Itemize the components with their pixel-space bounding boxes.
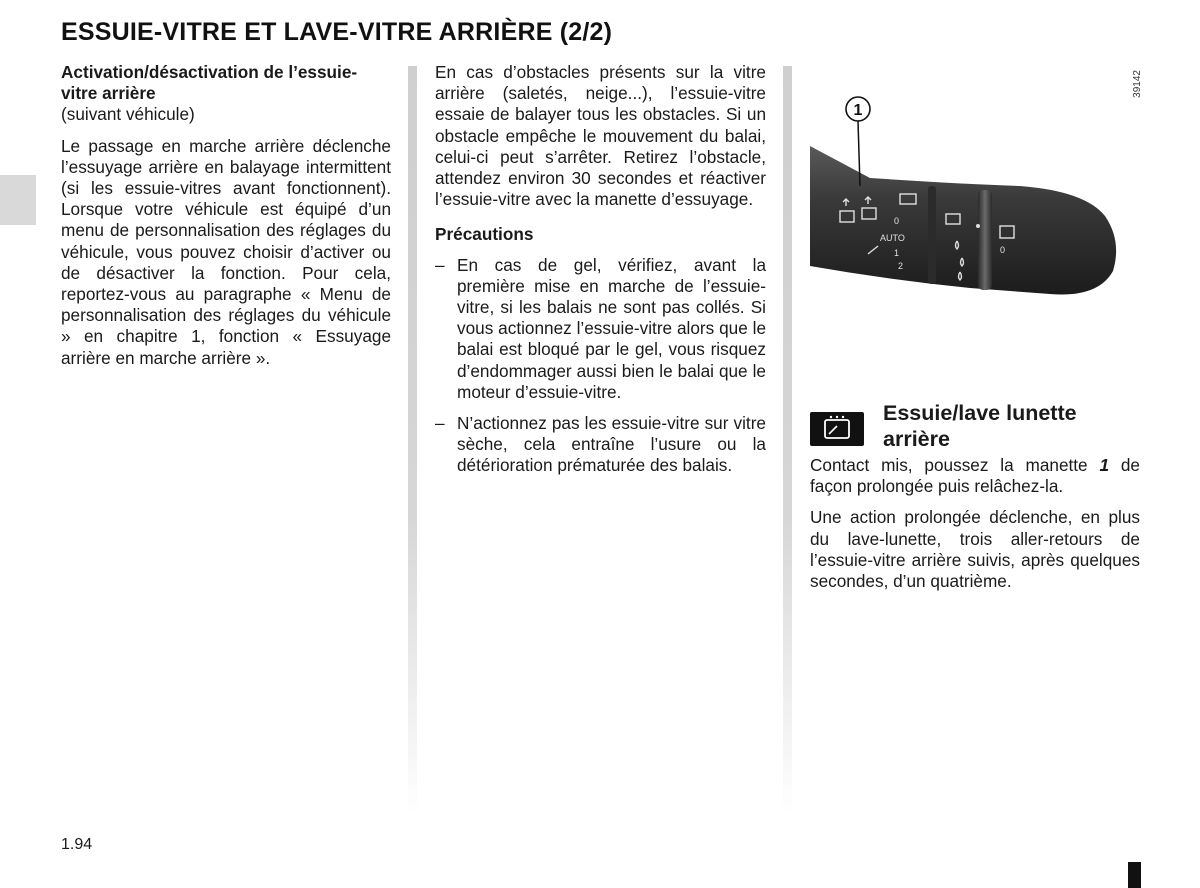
section-text: Contact mis, poussez la manette [810,455,1100,475]
column-3 [810,455,1140,602]
section-header [810,400,1140,455]
rear-washer-icon [810,412,864,446]
precaution-text: N’actionnez pas les essuie-vitre sur vitre sèche, cela entraîne l’usure ou la détérioration prématurée des balais. [457,413,766,476]
obstacle-paragraph: En cas d’obstacles présents sur la vitre arrière (saletés, neige...), l’essuie-vitre essaie de balayer tous les obstacles. Si un obstacle empêche le mouvement du balai, celui-ci peut s’arrêter. Retirez l’obstacle, attendez environ 30 secondes et réactiver l’essuie-vitre avec la manette d’essuyage. [435,62,766,210]
precaution-item [435,255,766,403]
precaution-text: En cas de gel, vérifiez, avant la première mise en marche de l’essuie-vitre, si les balais ne sont pas collés. Si vous actionnez l’essuie-vitre alors que le balai est bloqué par le gel, vous risquez d’endommager aussi bien le balai que le moteur d’essuie-vitre. [457,254,766,402]
precaution-item [435,413,766,477]
stalk-label-1: 1 [894,248,900,258]
chapter-tab [0,175,36,225]
dash-bullet: – [435,413,445,434]
figure-code: 39142 [1132,70,1143,98]
column-2 [435,62,766,487]
wiper-stalk-figure [810,66,1143,376]
stalk-dot [976,224,980,228]
section-text: de façon prolongée puis relâchez-la. [810,455,1140,497]
activation-paragraph: Le passage en marche arrière déclenche l’essuyage arrière en balayage intermittent (si les essuie-vitres avant fonctionnent). Lorsque votre véhicule est équipé d’un menu de personnalisation des réglages du véhicule, vous pouvez choisir d’activer ou de désactiver la fonction. Pour cela, reportez-vous au paragraphe « Menu de personnalisation des réglages du véhicule » en chapitre 1, fonction « Essuyage arrière en marche arrière ». [61,135,391,368]
callout-number: 1 [853,102,863,119]
corner-mark [1128,862,1141,888]
page-number: 1.94 [61,836,93,853]
page-title: ESSUIE-VITRE ET LAVE-VITRE ARRIÈRE (2/2) [61,18,613,46]
dash-bullet: – [435,254,445,275]
column-divider-1 [408,66,417,816]
precautions-heading: Précautions [435,224,534,245]
stalk-label-2: 2 [898,261,904,271]
wiper-stalk-illustration [810,66,1140,376]
stalk-label-ring-0: 0 [1000,245,1006,255]
activation-subheading: (suivant véhicule) [61,104,195,125]
stalk-label-0: 0 [894,216,900,226]
section-paragraph-2: Une action prolongée déclenche, en plus du lave-lunette, trois aller-retours de l’essuie-vitre arrière suivis, après quelques secondes, d’un quatrième. [810,507,1140,592]
column-1 [61,62,391,379]
stalk-label-auto: AUTO [880,233,905,243]
stalk-reference: 1 [1099,455,1110,475]
activation-heading: Activation/désactivation de l’essuie-vitre arrière [61,62,358,104]
section-title: Essuie/lave lunette arrière [883,401,1077,451]
section-paragraph-1 [810,455,1140,497]
column-divider-2 [783,66,792,816]
